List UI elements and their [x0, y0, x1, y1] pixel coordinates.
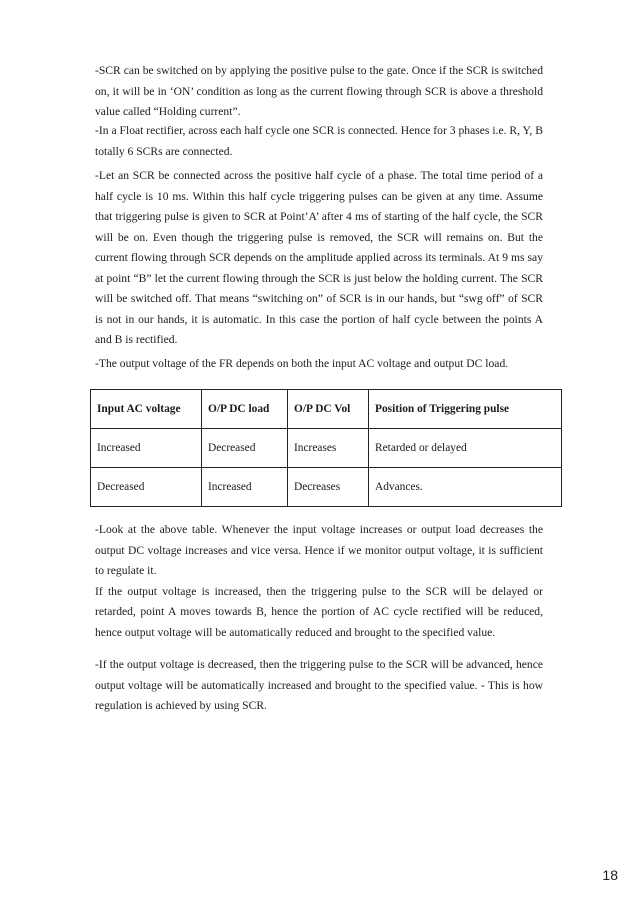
table-row — [91, 468, 562, 507]
regulation-table — [90, 389, 562, 507]
table-header-row — [91, 390, 562, 429]
table-cell: Increased — [91, 429, 202, 468]
table-cell: Decreased — [91, 468, 202, 507]
table-cell: Retarded or delayed — [369, 429, 562, 468]
paragraph-text: -In a Float rectifier, across each half cycle one SCR is connected. Hence for 3 phases i.e. R, Y, B totally 6 SCRs are connected. — [95, 124, 543, 158]
paragraph-float-rectifier — [95, 121, 543, 162]
paragraph-table-explanation — [95, 520, 543, 643]
page-number: 18 — [602, 867, 618, 883]
table-header-cell: O/P DC load — [202, 390, 288, 429]
table-cell: Increases — [288, 429, 369, 468]
table-row — [91, 429, 562, 468]
paragraph-half-cycle — [95, 166, 543, 351]
paragraph-text: -The output voltage of the FR depends on both the input AC voltage and output DC load. — [95, 357, 509, 370]
table-header-cell: Input AC voltage — [91, 390, 202, 429]
table-cell: Decreases — [288, 468, 369, 507]
paragraph-voltage-decreased — [95, 655, 543, 717]
paragraph-text: -If the output voltage is decreased, then the triggering pulse to the SCR will be advanced, hence output voltage will be automatically increased and brought to the specified value. - This is how regulation is achieved by using SCR. — [95, 658, 543, 712]
paragraph-text: -Look at the above table. Whenever the input voltage increases or output load decreases the output DC voltage increases and vice versa. Hence if we monitor output voltage, it is sufficient to regulate it. — [95, 523, 543, 577]
paragraph-scr-switching — [95, 61, 543, 123]
table-header-cell: Position of Triggering pulse — [369, 390, 562, 429]
table-cell: Decreased — [202, 429, 288, 468]
table-header-cell: O/P DC Vol — [288, 390, 369, 429]
paragraph-text: -Let an SCR be connected across the positive half cycle of a phase. The total time period of a half cycle is 10 ms. Within this half cycle triggering pulses can be given at any time. Assume that triggering pulse is given to SCR at Point’A’ after 4 ms of starting of the half cycle, the SCR will be on. Even though the triggering pulse is removed, the SCR will remains on. But the current flowing through SCR depends on the amplitude applied across its terminals. At 9 ms say at point “B” let the current flowing through the SCR is just below the holding current. The SCR will be switched off. That means “switching on” of SCR is in our hands, but “swg off” of SCR is not in our hands, it is automatic. In this case the portion of half cycle between the points A and B is rectified. — [95, 169, 543, 346]
table-cell: Advances. — [369, 468, 562, 507]
table-cell: Increased — [202, 468, 288, 507]
paragraph-text: If the output voltage is increased, then the triggering pulse to the SCR will be delayed or retarded, point A moves towards B, hence the portion of AC cycle rectified will be reduced, hence output voltage will be automatically reduced and brought to the specified value. — [95, 584, 543, 639]
paragraph-text: -SCR can be switched on by applying the positive pulse to the gate. Once if the SCR is switched on, it will be in ‘ON’ condition as long as the current flowing through SCR is above a threshold value called “Holding current”. — [95, 64, 543, 118]
paragraph-output-voltage — [95, 354, 543, 375]
